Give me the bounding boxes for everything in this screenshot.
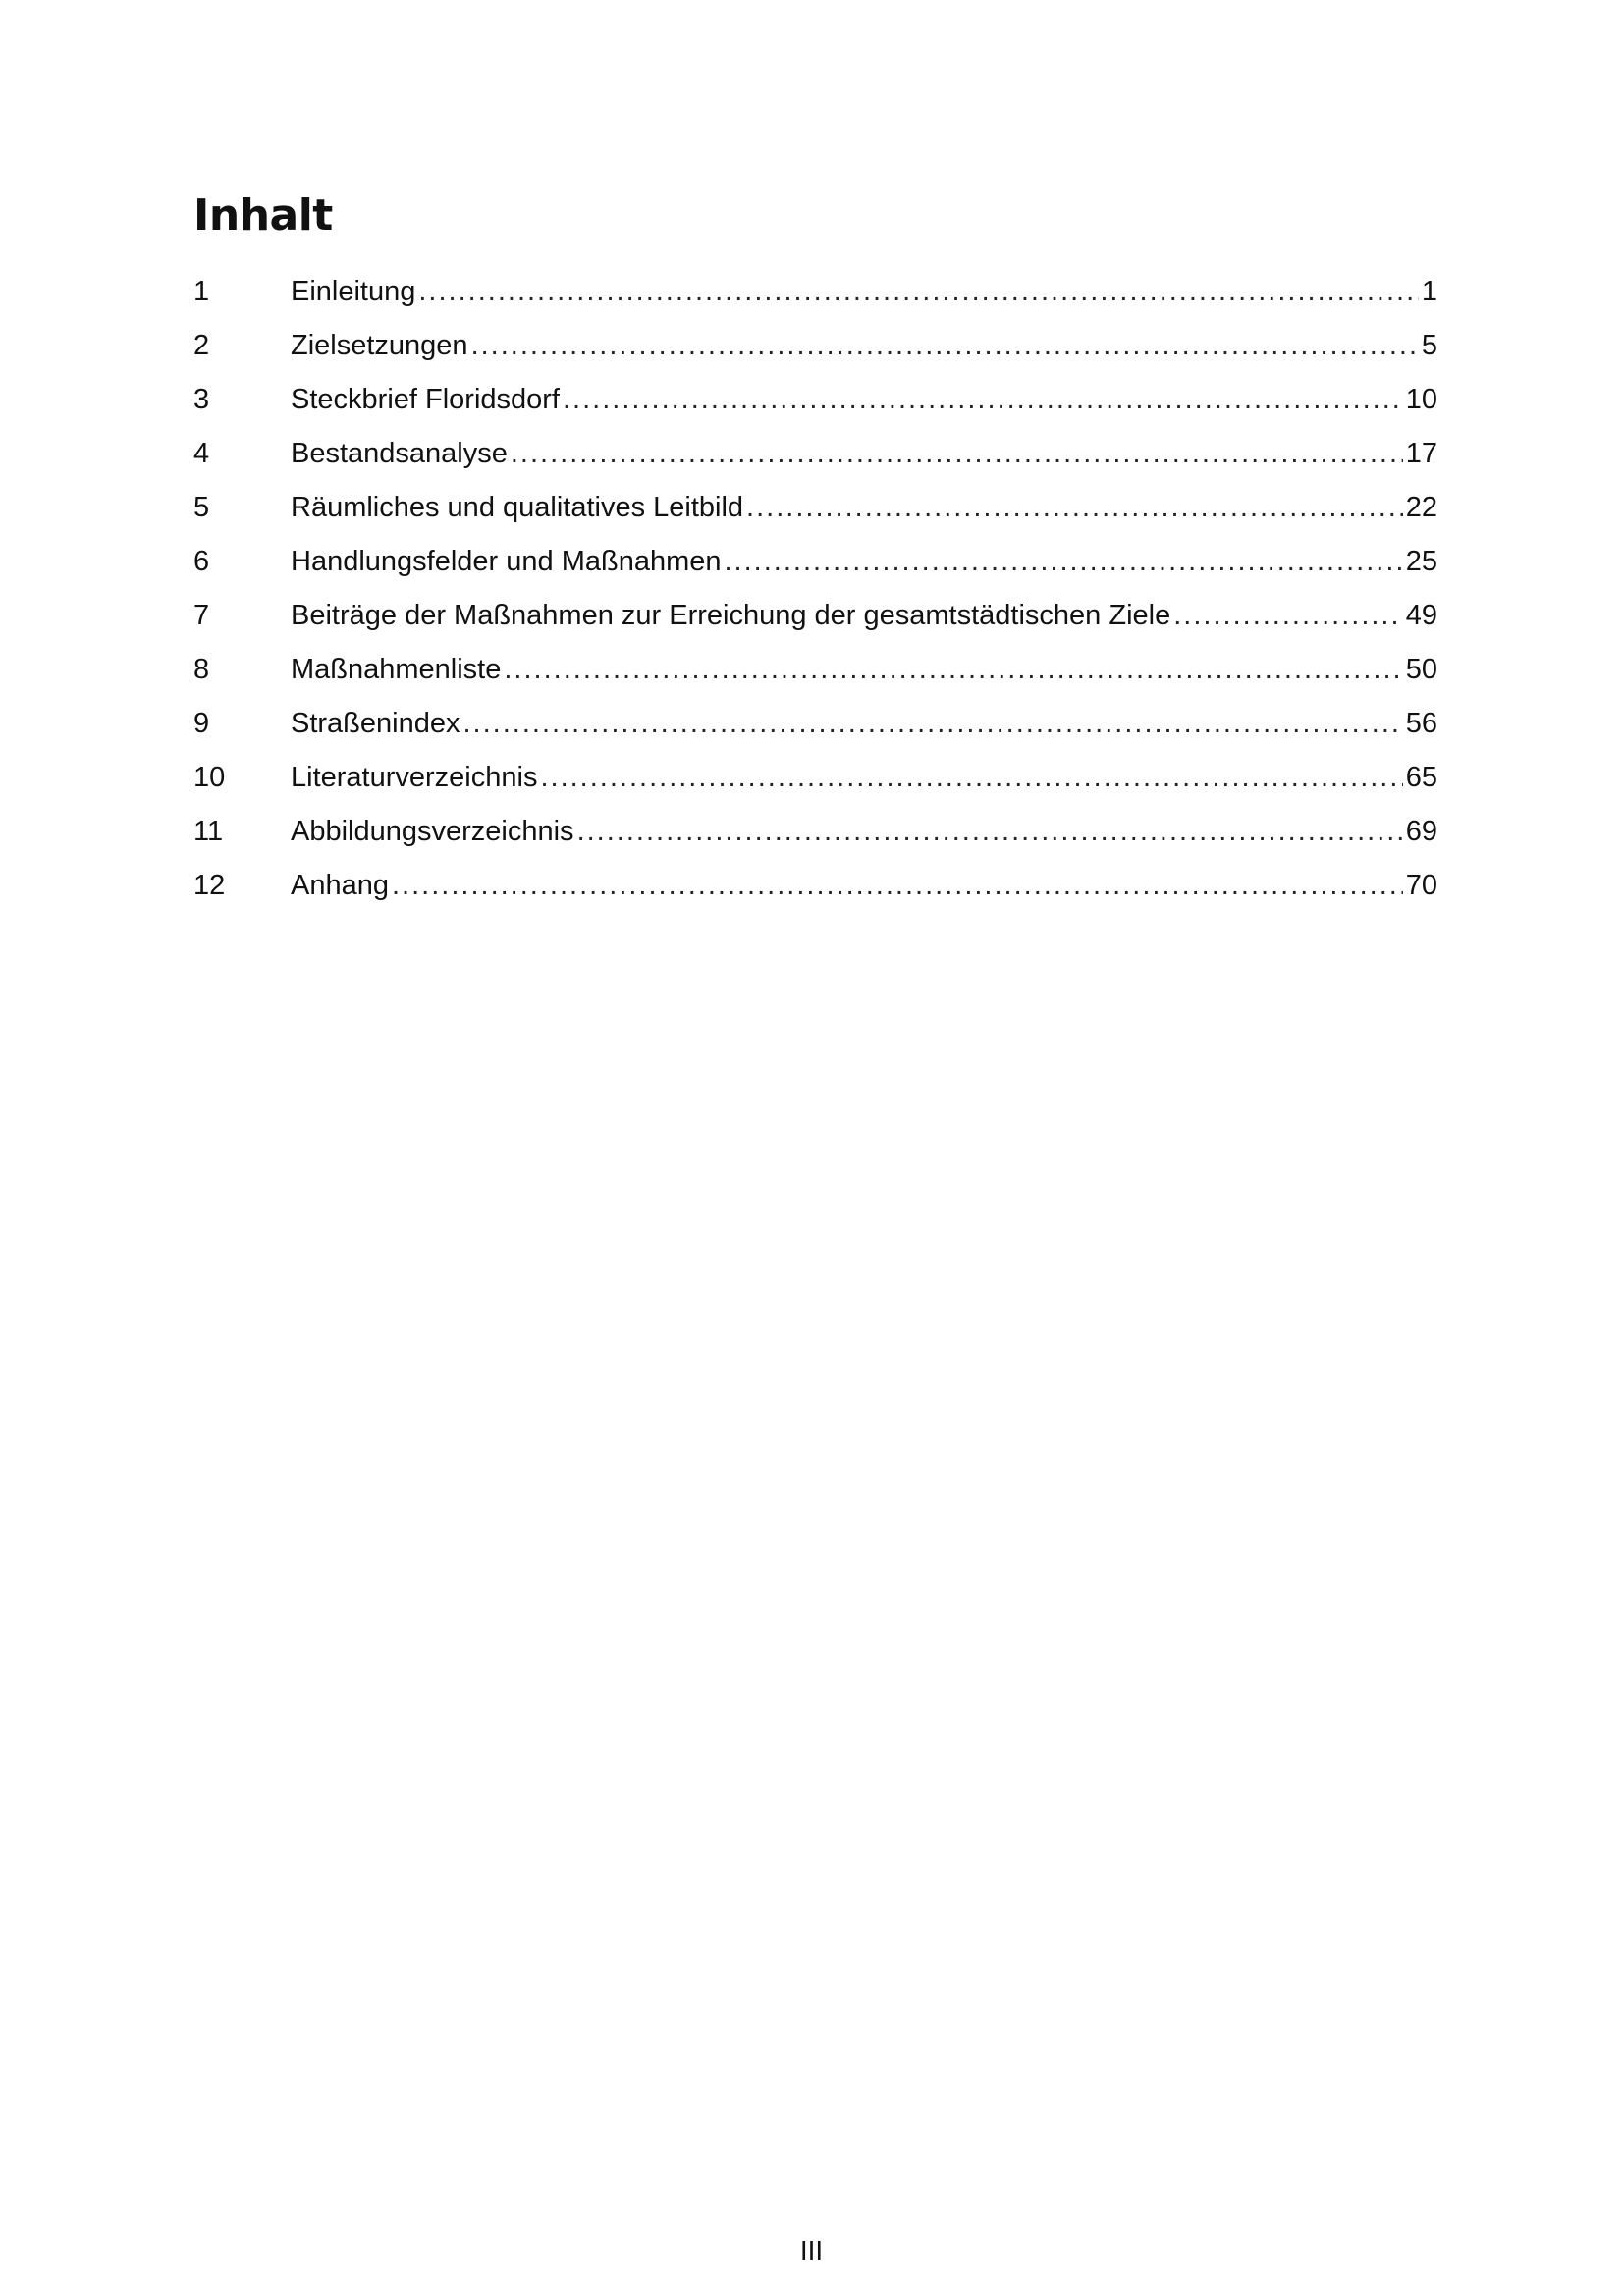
toc-entry-page[interactable]: 69 [1405,816,1437,847]
toc-entry-number: 11 [193,816,224,847]
toc-entry[interactable] [193,488,1437,542]
toc-entry[interactable] [193,434,1437,488]
toc-entry-page[interactable]: 50 [1405,654,1437,685]
toc-entry-title[interactable]: Räumliches und qualitatives Leitbild [291,492,744,523]
toc-entry[interactable] [193,326,1437,380]
toc-dot-leader [746,488,1403,527]
toc-entry-number: 6 [193,546,210,577]
toc-entry-number: 12 [193,870,226,901]
toc-entry[interactable] [193,542,1437,596]
toc-entry-page[interactable]: 49 [1405,600,1437,631]
toc-entry-page[interactable]: 25 [1405,546,1437,577]
toc-dot-leader [1173,596,1403,635]
toc-entry-title[interactable]: Maßnahmenliste [291,654,502,685]
toc-entry-number: 5 [193,492,210,523]
toc-entry-title[interactable]: Beiträge der Maßnahmen zur Erreichung der gesamtstädtischen Ziele [291,600,1171,631]
toc-entry-page[interactable]: 5 [1421,330,1437,361]
toc-entry[interactable] [193,812,1437,866]
toc-dot-leader [577,812,1403,851]
toc-entry-number: 9 [193,708,210,739]
toc-entry[interactable] [193,272,1437,326]
toc-entry-title[interactable]: Handlungsfelder und Maßnahmen [291,546,722,577]
toc-entry[interactable] [193,866,1437,920]
toc-entry-page[interactable]: 65 [1405,762,1437,793]
toc-entry-number: 10 [193,762,226,793]
toc-entry[interactable] [193,758,1437,812]
toc-dot-leader [504,650,1402,689]
toc-entry-page[interactable]: 56 [1405,708,1437,739]
toc-entry-page[interactable]: 1 [1421,276,1437,307]
table-of-contents [193,272,1437,920]
toc-entry-number: 4 [193,438,210,469]
toc-entry-number: 2 [193,330,210,361]
toc-entry-page[interactable]: 10 [1405,384,1437,415]
toc-entry-title[interactable]: Straßenindex [291,708,460,739]
toc-dot-leader [511,434,1403,473]
toc-dot-leader [540,758,1402,797]
toc-entry-page[interactable]: 17 [1405,438,1437,469]
toc-entry-title[interactable]: Literaturverzeichnis [291,762,538,793]
toc-entry-number: 3 [193,384,210,415]
toc-entry-number: 1 [193,276,210,307]
toc-dot-leader [418,272,1418,311]
toc-dot-leader [563,380,1403,419]
toc-entry[interactable] [193,596,1437,650]
toc-dot-leader [725,542,1403,581]
toc-entry[interactable] [193,380,1437,434]
toc-entry-title[interactable]: Bestandsanalyse [291,438,508,469]
toc-dot-leader [392,866,1403,905]
toc-entry-title[interactable]: Zielsetzungen [291,330,468,361]
toc-entry-number: 7 [193,600,210,631]
toc-entry-number: 8 [193,654,210,685]
page-number: III [799,2235,824,2266]
toc-entry-title[interactable]: Einleitung [291,276,416,307]
toc-entry-title[interactable]: Abbildungsverzeichnis [291,816,574,847]
toc-entry-page[interactable]: 70 [1405,870,1437,901]
toc-entry-page[interactable]: 22 [1405,492,1437,523]
toc-entry-title[interactable]: Steckbrief Floridsdorf [291,384,560,415]
toc-entry-title[interactable]: Anhang [291,870,389,901]
toc-dot-leader [463,704,1403,743]
toc-entry[interactable] [193,704,1437,758]
toc-entry[interactable] [193,650,1437,704]
page-title: Inhalt [193,190,333,240]
toc-dot-leader [471,326,1419,365]
